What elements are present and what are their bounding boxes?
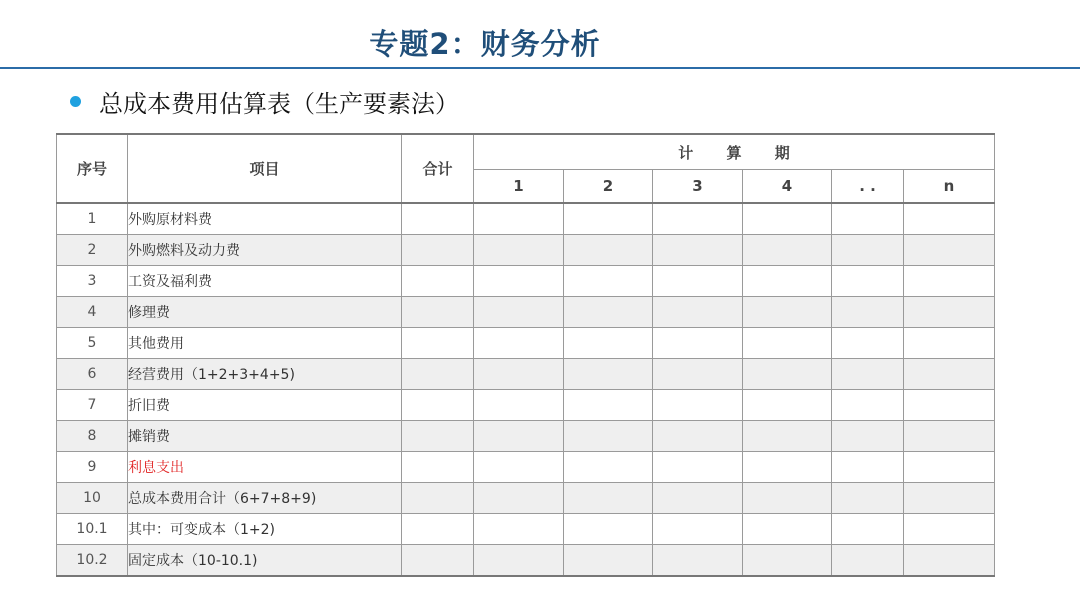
row-total-cell xyxy=(402,297,474,328)
row-period-cell xyxy=(653,483,743,514)
row-period-cell xyxy=(564,359,653,390)
header-period-n: n xyxy=(904,170,995,204)
row-period-cell xyxy=(474,266,564,297)
table-row xyxy=(57,359,995,390)
row-period-cell xyxy=(904,421,995,452)
row-seq: 10.2 xyxy=(57,545,128,577)
row-seq: 4 xyxy=(57,297,128,328)
row-period-cell xyxy=(564,421,653,452)
header-seq: 序号 xyxy=(57,134,128,203)
row-period-cell xyxy=(904,359,995,390)
row-period-cell xyxy=(564,266,653,297)
header-period-3: 3 xyxy=(653,170,743,204)
row-total-cell xyxy=(402,483,474,514)
subtitle-text: 总成本费用估算表（生产要素法） xyxy=(99,90,459,118)
table-row xyxy=(57,297,995,328)
row-period-cell xyxy=(904,203,995,235)
row-period-cell xyxy=(653,514,743,545)
row-period-cell xyxy=(653,266,743,297)
row-period-cell xyxy=(743,545,832,577)
header-period-4: 4 xyxy=(743,170,832,204)
row-item: 其他费用 xyxy=(128,328,402,359)
row-period-cell xyxy=(832,359,904,390)
row-period-cell xyxy=(743,359,832,390)
row-seq: 6 xyxy=(57,359,128,390)
header-item: 项目 xyxy=(128,134,402,203)
row-period-cell xyxy=(904,328,995,359)
row-period-cell xyxy=(743,483,832,514)
row-item: 修理费 xyxy=(128,297,402,328)
row-period-cell xyxy=(743,390,832,421)
row-period-cell xyxy=(832,514,904,545)
row-period-cell xyxy=(564,545,653,577)
row-period-cell xyxy=(832,545,904,577)
row-period-cell xyxy=(474,203,564,235)
row-period-cell xyxy=(653,297,743,328)
row-period-cell xyxy=(832,203,904,235)
row-period-cell xyxy=(743,266,832,297)
row-item: 其中：可变成本（1+2) xyxy=(128,514,402,545)
row-period-cell xyxy=(564,390,653,421)
row-period-cell xyxy=(904,297,995,328)
row-period-cell xyxy=(832,266,904,297)
header-periods xyxy=(474,134,995,170)
row-period-cell xyxy=(904,545,995,577)
row-total-cell xyxy=(402,203,474,235)
row-item: 折旧费 xyxy=(128,390,402,421)
subtitle-line xyxy=(70,84,459,119)
row-period-cell xyxy=(832,328,904,359)
row-period-cell xyxy=(653,235,743,266)
row-period-cell xyxy=(653,452,743,483)
row-seq: 3 xyxy=(57,266,128,297)
row-total-cell xyxy=(402,514,474,545)
row-period-cell xyxy=(904,514,995,545)
row-total-cell xyxy=(402,328,474,359)
row-seq: 8 xyxy=(57,421,128,452)
row-period-cell xyxy=(743,452,832,483)
row-item: 工资及福利费 xyxy=(128,266,402,297)
header-period-2: 2 xyxy=(564,170,653,204)
table-row xyxy=(57,235,995,266)
table-row xyxy=(57,483,995,514)
row-period-cell xyxy=(564,328,653,359)
row-seq: 7 xyxy=(57,390,128,421)
row-period-cell xyxy=(743,421,832,452)
row-period-cell xyxy=(474,421,564,452)
row-period-cell xyxy=(474,359,564,390)
title-divider xyxy=(0,67,1080,69)
row-total-cell xyxy=(402,390,474,421)
row-seq: 10.1 xyxy=(57,514,128,545)
table-row xyxy=(57,452,995,483)
row-period-cell xyxy=(904,483,995,514)
table-row xyxy=(57,545,995,577)
row-seq: 2 xyxy=(57,235,128,266)
row-period-cell xyxy=(832,483,904,514)
row-total-cell xyxy=(402,266,474,297)
header-period-1: 1 xyxy=(474,170,564,204)
row-period-cell xyxy=(653,359,743,390)
row-period-cell xyxy=(653,545,743,577)
row-period-cell xyxy=(474,297,564,328)
row-period-cell xyxy=(564,235,653,266)
row-period-cell xyxy=(904,390,995,421)
row-period-cell xyxy=(653,390,743,421)
row-period-cell xyxy=(564,514,653,545)
row-total-cell xyxy=(402,421,474,452)
row-item: 摊销费 xyxy=(128,421,402,452)
row-period-cell xyxy=(904,235,995,266)
row-period-cell xyxy=(832,421,904,452)
row-total-cell xyxy=(402,545,474,577)
row-period-cell xyxy=(474,483,564,514)
row-item: 经营费用（1+2+3+4+5) xyxy=(128,359,402,390)
row-item: 固定成本（10-10.1) xyxy=(128,545,402,577)
row-period-cell xyxy=(743,203,832,235)
row-period-cell xyxy=(743,235,832,266)
table-row xyxy=(57,266,995,297)
row-period-cell xyxy=(832,390,904,421)
table-row xyxy=(57,328,995,359)
row-item: 利息支出 xyxy=(128,452,402,483)
row-item: 外购原材料费 xyxy=(128,203,402,235)
row-seq: 5 xyxy=(57,328,128,359)
row-period-cell xyxy=(564,297,653,328)
row-item: 总成本费用合计（6+7+8+9) xyxy=(128,483,402,514)
row-period-cell xyxy=(743,328,832,359)
row-period-cell xyxy=(474,545,564,577)
row-seq: 9 xyxy=(57,452,128,483)
header-periods-label: 计 算 期 xyxy=(678,143,804,162)
row-period-cell xyxy=(564,203,653,235)
row-period-cell xyxy=(474,452,564,483)
table-row xyxy=(57,514,995,545)
row-period-cell xyxy=(474,390,564,421)
row-period-cell xyxy=(653,203,743,235)
page-title: 专题2：财务分析 xyxy=(369,27,601,61)
row-period-cell xyxy=(832,235,904,266)
row-total-cell xyxy=(402,235,474,266)
row-period-cell xyxy=(743,297,832,328)
row-period-cell xyxy=(474,514,564,545)
row-period-cell xyxy=(653,421,743,452)
row-seq: 1 xyxy=(57,203,128,235)
row-total-cell xyxy=(402,452,474,483)
row-period-cell xyxy=(832,297,904,328)
row-period-cell xyxy=(564,483,653,514)
row-period-cell xyxy=(653,328,743,359)
row-period-cell xyxy=(904,266,995,297)
row-period-cell xyxy=(474,235,564,266)
row-period-cell xyxy=(474,328,564,359)
row-period-cell xyxy=(564,452,653,483)
row-period-cell xyxy=(832,452,904,483)
row-item: 外购燃料及动力费 xyxy=(128,235,402,266)
bullet-dot-icon xyxy=(70,96,81,107)
row-period-cell xyxy=(904,452,995,483)
header-total: 合计 xyxy=(402,134,474,203)
table-row xyxy=(57,390,995,421)
cost-estimate-table xyxy=(56,133,995,577)
table-row xyxy=(57,421,995,452)
table-row xyxy=(57,203,995,235)
row-seq: 10 xyxy=(57,483,128,514)
header-period-ellipsis: . . xyxy=(832,170,904,204)
row-period-cell xyxy=(743,514,832,545)
row-total-cell xyxy=(402,359,474,390)
